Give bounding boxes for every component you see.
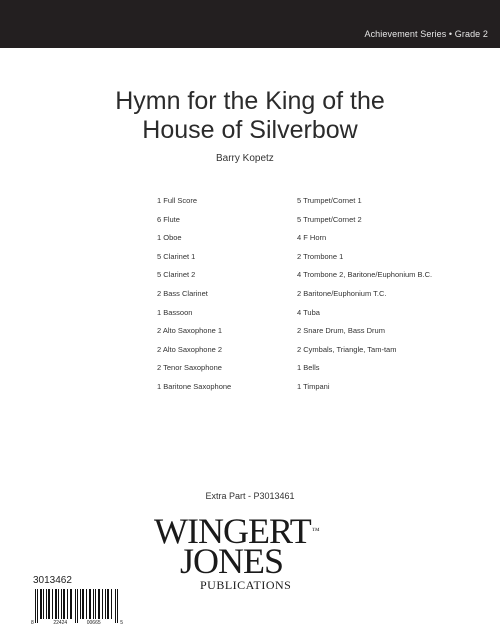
part-item: 1 Timpani bbox=[297, 381, 330, 391]
part-item: 1 Bassoon bbox=[157, 307, 193, 317]
part-item: 5 Trumpet/Cornet 2 bbox=[297, 214, 362, 224]
part-item: 1 Oboe bbox=[157, 233, 182, 243]
part-item: 2 Alto Saxophone 1 bbox=[157, 326, 223, 336]
barcode-digit-group: 8 bbox=[31, 620, 34, 626]
part-item: 1 Full Score bbox=[157, 196, 198, 205]
part-item: 2 Bass Clarinet bbox=[157, 288, 208, 298]
title-line-1: Hymn for the King of the bbox=[115, 87, 385, 115]
series-label: Achievement Series • Grade 2 bbox=[364, 29, 488, 39]
barcode bbox=[31, 589, 123, 627]
publisher-logo bbox=[150, 513, 350, 595]
logo-wingert: WINGERT™ bbox=[154, 511, 319, 551]
part-item: 2 Alto Saxophone 2 bbox=[157, 344, 223, 354]
extra-part-label: Extra Part - P3013461 bbox=[205, 491, 295, 501]
piece-title bbox=[0, 87, 500, 145]
catalog-number: 3013462 bbox=[33, 575, 72, 586]
part-item: 5 Clarinet 1 bbox=[157, 251, 196, 261]
instrumentation-right-column bbox=[297, 192, 432, 397]
part-item: 2 Tenor Saxophone bbox=[157, 363, 222, 373]
part-item: 4 Trombone 2, Baritone/Euphonium B.C. bbox=[297, 270, 433, 280]
logo-publications: PUBLICATIONS bbox=[200, 578, 292, 592]
header-bar bbox=[0, 0, 500, 48]
part-item: 2 Trombone 1 bbox=[297, 251, 344, 261]
part-item: 5 Clarinet 2 bbox=[157, 270, 196, 280]
part-item: 2 Snare Drum, Bass Drum bbox=[297, 326, 385, 336]
part-item: 2 Cymbals, Triangle, Tam-tam bbox=[297, 344, 397, 354]
part-item: 6 Flute bbox=[157, 214, 180, 224]
logo-jones: JONES bbox=[180, 541, 284, 581]
instrumentation-left-column bbox=[157, 192, 231, 397]
part-item: 1 Baritone Saxophone bbox=[157, 381, 232, 391]
barcode-digit-group: 22424 bbox=[53, 620, 68, 626]
part-item: 1 Bells bbox=[297, 363, 320, 373]
title-line-2: House of Silverbow bbox=[142, 116, 358, 144]
barcode-digits bbox=[31, 620, 123, 626]
barcode-bars bbox=[31, 589, 123, 623]
barcode-digit-group: 00665 bbox=[86, 620, 101, 626]
part-item: 4 Tuba bbox=[297, 307, 320, 317]
barcode-digit-group: 5 bbox=[120, 620, 123, 626]
composer-name: Barry Kopetz bbox=[216, 153, 274, 164]
part-item: 5 Trumpet/Cornet 1 bbox=[297, 196, 362, 205]
part-item: 4 F Horn bbox=[297, 233, 327, 243]
part-item: 2 Baritone/Euphonium T.C. bbox=[297, 288, 387, 298]
